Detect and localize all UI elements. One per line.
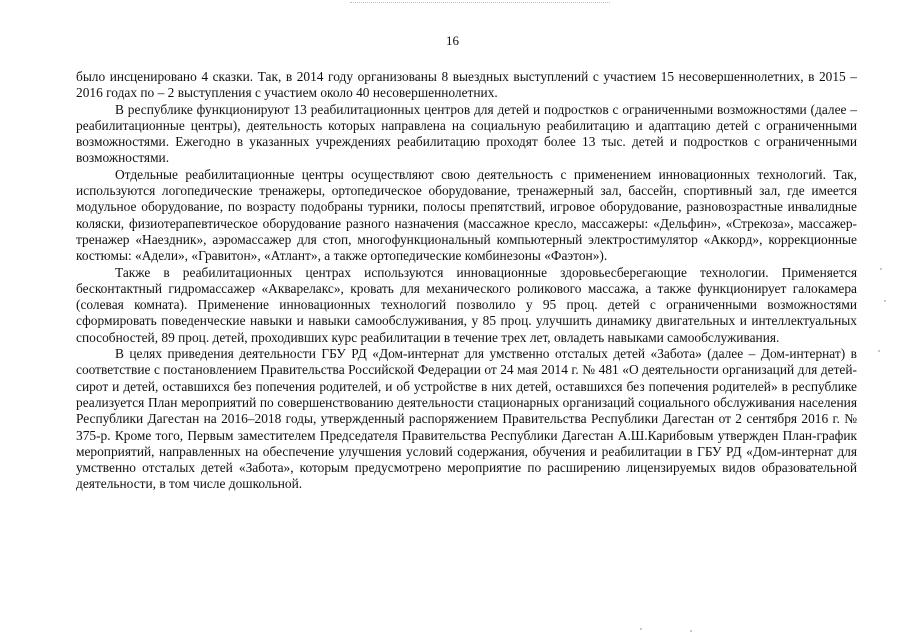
paragraph-4: Также в реабилитационных центрах используются инновационные здоровьесберегающие технологии. Применяется бесконтактный гидромассажер «Акварелакс», кровать для механического роликового массажа, а также функционирует галокамера (солевая комната). Применение инновационных технологий позволило у 95 проц. детей с ограниченными возможностями сформировать поведенческие навыки и навыки самообслуживания, у 85 проц. улучшить динамику двигательных и интеллектуальных способностей, 89 проц. детей, проходивших курс реабилитации в течение трех лет, овладеть навыками самообслуживания.	[76, 264, 857, 345]
scan-speck	[690, 630, 692, 632]
paragraph-3: Отдельные реабилитационные центры осуществляют свою деятельность с применением инновационных технологий. Так, используются логопедические тренажеры, ортопедическое оборудование, тренажерный зал, бассейн, спортивный зал, где имеется модульное оборудование, по возрасту подобраны турники, полосы препятствий, игровое оборудование, разновозрастные инвалидные коляски, физиотерапевтическое оборудование разного назначения (массажное кресло, массажеры: «Дельфин», «Стрекоза», массажер-тренажер «Наездник», аэромассажер для стоп, многофункциональный компьютерный электростимулятор «Аккорд», коррекционные костюмы: «Адели», «Гравитон», «Атлант», а также ортопедические комбинезоны «Фаэтон»).	[76, 166, 857, 264]
scan-speck	[878, 350, 880, 352]
paragraph-2: В республике функционируют 13 реабилитационных центров для детей и подростков с ограниченными возможностями (далее – реабилитационные центры), деятельность которых направлена на социальную реабилитацию и адаптацию детей с ограниченными возможностями. Ежегодно в указанных учреждениях реабилитацию проходят более 13 тыс. детей и подростков с ограниченными возможностями.	[76, 101, 857, 166]
scan-speck	[884, 300, 886, 302]
paragraph-5: В целях приведения деятельности ГБУ РД «Дом-интернат для умственно отсталых детей «Забота» (далее – Дом-интернат) в соответствие с постановлением Правительства Российской Федерации от 24 мая 2014 г. № 481 «О деятельности организаций для детей-сирот и детей, оставшихся без попечения родителей, и об устройстве в них детей, оставшихся без попечения родителей» в республике реализуется План мероприятий по совершенствованию деятельности стационарных организаций социального обслуживания населения Республики Дагестан на 2016–2018 годы, утвержденный распоряжением Правительства Республики Дагестан от 2 сентября 2016 г. № 375-р. Кроме того, Первым заместителем Председателя Правительства Республики Дагестан А.Ш.Карибовым утвержден План-график мероприятий, направленных на обеспечение улучшения условий содержания, обучения и реабилитации в ГБУ РД «Дом-интернат для умственно отсталых детей «Забота», которым предусмотрено мероприятие по расширению лицензируемых видов образовательной деятельности, в том числе дошкольной.	[76, 346, 857, 492]
scan-artifact	[350, 2, 610, 5]
scan-speck	[640, 628, 642, 630]
page-number: 16	[446, 33, 459, 48]
document-body	[76, 69, 857, 493]
scan-speck	[880, 268, 882, 270]
paragraph-1: было инсценировано 4 сказки. Так, в 2014 году организованы 8 выездных выступлений с участием 15 несовершеннолетних, в 2015 – 2016 годах по – 2 выступления с участием около 40 несовершеннолетних.	[76, 69, 857, 101]
